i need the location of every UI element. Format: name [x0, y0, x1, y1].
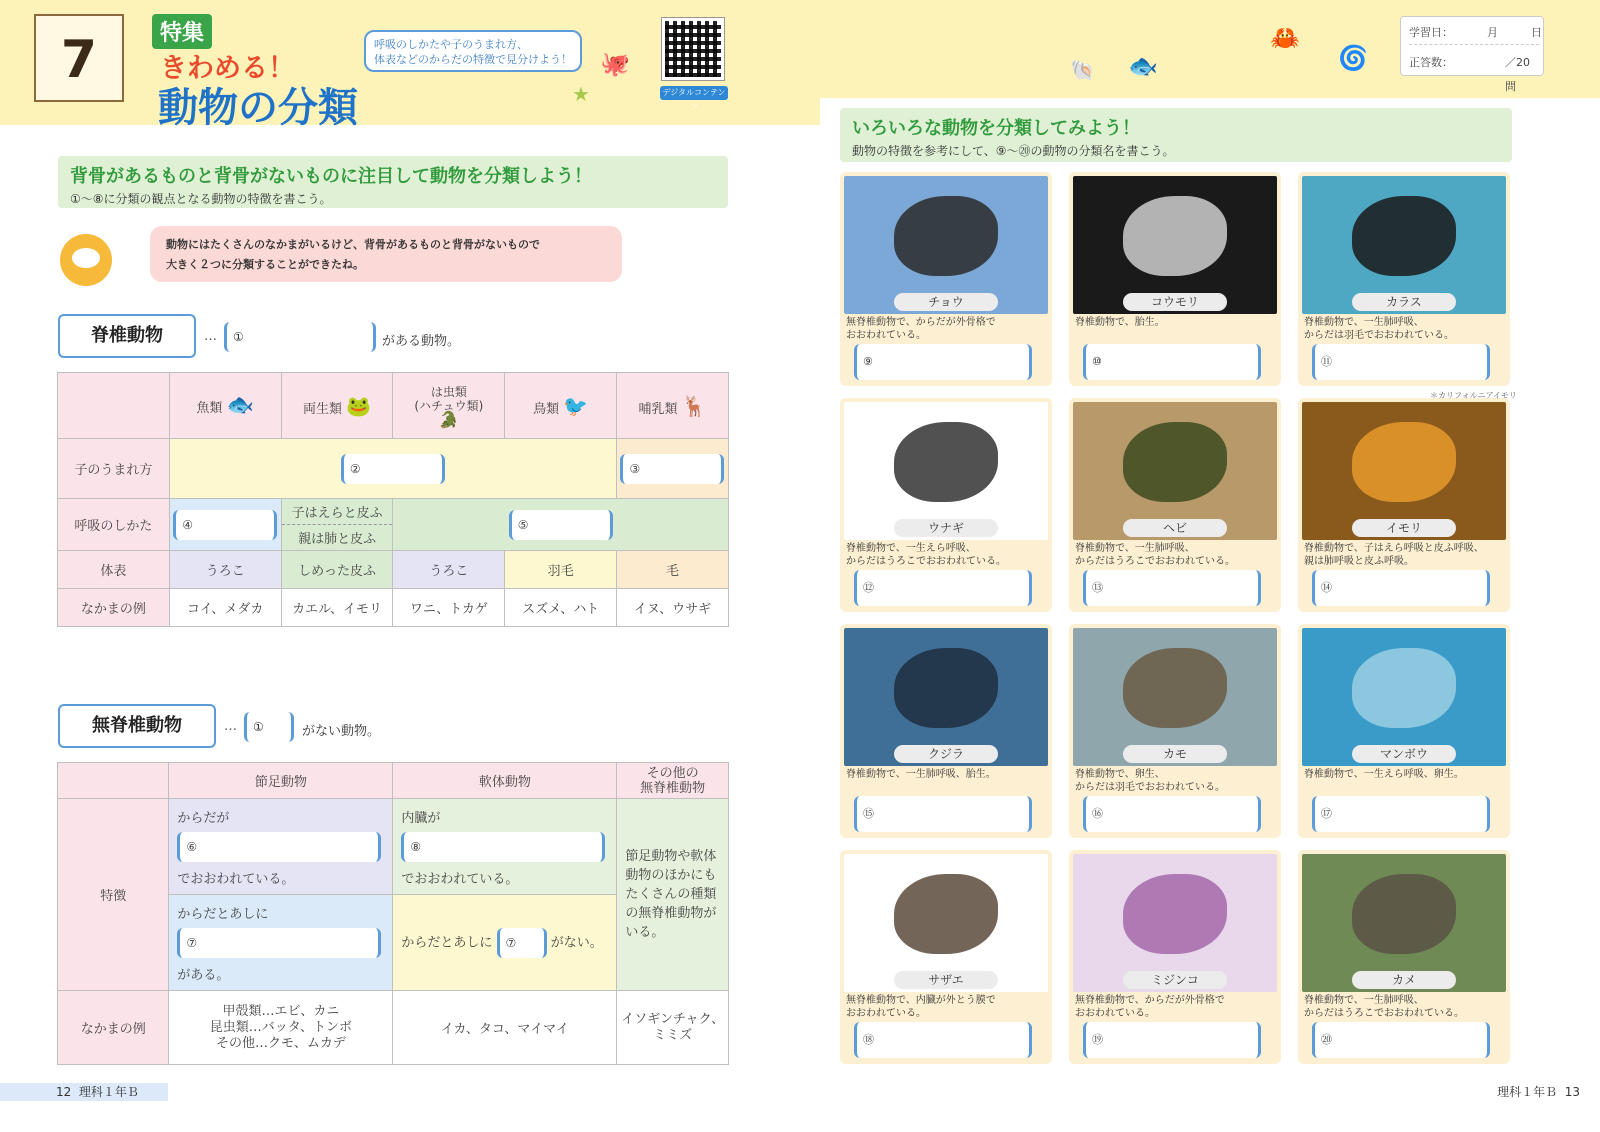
answer-blank-1[interactable]: ①	[224, 322, 376, 352]
row-label-surface: 体表	[58, 551, 170, 589]
seahorse-icon: 🌀	[1338, 44, 1368, 72]
animal-description: 脊椎動物で、一生肺呼吸、胎生。	[846, 769, 996, 780]
fish-icon: 🐟	[226, 393, 254, 418]
animal-description: 無脊椎動物で、からだが外骨格で おおわれている。	[1075, 995, 1225, 1019]
feature-badge: 特集	[152, 14, 212, 49]
animal-description: 無脊椎動物で、からだが外骨格で おおわれている。	[846, 317, 996, 341]
animal-name: ヘビ	[1123, 519, 1227, 537]
turban-shell-icon	[894, 874, 998, 954]
study-record-box	[1400, 16, 1544, 93]
answer-blank[interactable]: ⑮	[854, 796, 1032, 832]
row-label-features: 特徴	[58, 799, 169, 991]
study-date-row[interactable]: 学習日： 月 日	[1409, 21, 1539, 45]
animal-card	[1069, 172, 1281, 386]
frog-icon: 🐸	[346, 393, 372, 418]
eel-icon	[894, 422, 998, 502]
water-flea-icon	[1123, 874, 1227, 954]
animal-name: カモ	[1123, 745, 1227, 763]
answer-blank[interactable]: ⑭	[1312, 570, 1490, 606]
animal-card	[1298, 398, 1510, 612]
answer-blank[interactable]: ⑳	[1312, 1022, 1490, 1058]
answer-blank[interactable]: ⑬	[1083, 570, 1261, 606]
sunfish-icon	[1352, 648, 1456, 728]
animal-description: 無脊椎動物で、内臓が外とう膜で おおわれている。	[846, 995, 996, 1019]
animal-name: チョウ	[894, 293, 998, 311]
unit-number: 7	[60, 30, 98, 90]
snake-icon	[1123, 422, 1227, 502]
page-footer-right: 理科１年Ｂ 13	[1497, 1085, 1580, 1099]
shell-icon: 🐚	[1070, 58, 1095, 82]
animal-description: 脊椎動物で、一生肺呼吸、 からだはうろこでおおわれている。	[1304, 995, 1464, 1019]
animal-name: コウモリ	[1123, 293, 1227, 311]
answer-blank[interactable]: ⑫	[854, 570, 1032, 606]
answer-blank-6[interactable]: ⑥	[177, 832, 381, 862]
page-title: 動物の分類	[158, 85, 358, 131]
vertebrate-table: 魚類 🐟 両生類 🐸 は虫類 (ハチュウ類) 🐊 鳥類 🐦 哺乳類 🦌 子のうまれ方 ② ③ 呼吸のしかた ④ 子はえらと皮ふ ⑤ 親は肺と皮ふ 体表 うろこ しめった皮ふ うろこ 羽毛 毛 なかまの例 コイ、メダカ カエル、イモリ ワニ、トカゲ スズメ、ハト イヌ、ウサギ	[57, 372, 729, 627]
tortoise-icon	[1352, 874, 1456, 954]
animal-description: 脊椎動物で、卵生、 からだは羽毛でおおわれている。	[1075, 769, 1225, 793]
animal-name: マンボウ	[1352, 745, 1456, 763]
qr-code[interactable]	[662, 18, 724, 80]
mascot-icon	[60, 234, 112, 286]
animal-card	[840, 398, 1052, 612]
animal-name: サザエ	[894, 971, 998, 989]
animal-card	[1298, 850, 1510, 1064]
digital-content-label[interactable]: デジタルコンテンツ	[660, 86, 728, 100]
animal-card	[840, 624, 1052, 838]
row-label-birth: 子のうまれ方	[58, 439, 170, 499]
animal-name: ウナギ	[894, 519, 998, 537]
header-bird: 鳥類 🐦	[505, 373, 617, 439]
animal-description: 脊椎動物で、子はえら呼吸と皮ふ呼吸、 親は肺呼吸と皮ふ呼吸。	[1304, 543, 1484, 567]
animal-card	[1069, 850, 1281, 1064]
left-section-heading: 背骨があるものと背骨がないものに注目して動物を分類しよう！ ①〜⑧に分類の観点となる動物の特徴を書こう。	[58, 156, 728, 208]
header-reptile: は虫類 (ハチュウ類) 🐊	[393, 373, 505, 439]
unit-number-box	[34, 14, 124, 102]
crow-icon	[1352, 196, 1456, 276]
vertebrate-label: 脊椎動物	[58, 314, 196, 358]
hermit-crab-icon: 🦀	[1270, 24, 1300, 52]
intro-bubble: 呼吸のしかたや子のうまれ方、 体表などのからだの特徴で見分けよう！	[364, 30, 582, 72]
animal-card	[1298, 624, 1510, 838]
invertebrate-label: 無脊椎動物	[58, 704, 216, 748]
animal-description: 脊椎動物で、一生えら呼吸、 からだはうろこでおおわれている。	[846, 543, 1006, 567]
answer-blank-7b[interactable]: ⑦	[497, 928, 547, 958]
answer-blank[interactable]: ⑯	[1083, 796, 1261, 832]
right-section-heading: いろいろな動物を分類してみよう！ 動物の特徴を参考にして、⑨〜⑳の動物の分類名を書こう。	[840, 108, 1512, 162]
answer-blank-7[interactable]: ⑦	[177, 928, 381, 958]
deer-icon: 🦌	[681, 393, 707, 418]
animal-card	[1298, 172, 1510, 386]
whale-icon	[894, 648, 998, 728]
photo-credit: ＊カリフォルニアイモリ	[1430, 391, 1517, 400]
invertebrate-table: 節足動物 軟体動物 その他の 無脊椎動物 特徴 からだが ⑥ でおおわれている。 内臓が ⑧ でおおわれている。 節足動物や軟体動物のほかにもたくさんの種類の無脊椎動物がいる。 からだとあしに ⑦ がある。 からだとあしに ⑦ がない。 なかまの例 甲殻類…エビ、カニ 昆虫類…バッタ、トンボ その他…クモ、ムカデ イカ、タコ、マイマイ イソギンチャク、 ミミズ	[57, 762, 729, 1065]
animal-card	[1069, 398, 1281, 612]
answer-blank-8[interactable]: ⑧	[401, 832, 605, 862]
header-amphibian: 両生類 🐸	[281, 373, 393, 439]
answer-blank-1b[interactable]: ①	[244, 712, 294, 742]
animal-card	[1069, 624, 1281, 838]
answer-blank-3[interactable]: ③	[620, 454, 724, 484]
animal-description: 脊椎動物で、一生肺呼吸、 からだは羽毛でおおわれている。	[1304, 317, 1454, 341]
animal-description: 脊椎動物で、一生えら呼吸、卵生。	[1304, 769, 1464, 780]
duck-icon	[1123, 648, 1227, 728]
starfish-icon: ★	[572, 82, 590, 106]
kiwameru-heading: きわめる！	[160, 53, 295, 84]
row-label-breath: 呼吸のしかた	[58, 499, 170, 551]
answer-blank[interactable]: ⑨	[854, 344, 1032, 380]
row-label-examples: なかまの例	[58, 589, 170, 627]
crocodile-icon: 🐊	[438, 409, 459, 429]
animal-name: カメ	[1352, 971, 1456, 989]
animal-name: イモリ	[1352, 519, 1456, 537]
mascot-speech-bubble: 動物にはたくさんのなかまがいるけど、背骨があるものと背骨がないもので 大きく２つに分類することができたね。	[150, 226, 622, 282]
animal-name: ミジンコ	[1123, 971, 1227, 989]
fish-icon: 🐟	[1128, 52, 1158, 80]
bird-icon: 🐦	[563, 393, 589, 418]
animal-description: 脊椎動物で、一生肺呼吸、 からだはうろこでおおわれている。	[1075, 543, 1235, 567]
newt-icon	[1352, 422, 1456, 502]
animal-name: クジラ	[894, 745, 998, 763]
answer-blank[interactable]: ⑰	[1312, 796, 1490, 832]
butterfly-icon	[894, 196, 998, 276]
bat-icon	[1123, 196, 1227, 276]
animal-description: 脊椎動物で、胎生。	[1075, 317, 1165, 328]
page-footer-left: 12 理科１年Ｂ	[0, 1083, 168, 1101]
octopus-icon: 🐙	[600, 50, 630, 78]
answer-blank-5[interactable]: ⑤	[509, 510, 613, 540]
answer-blank[interactable]: ⑱	[854, 1022, 1032, 1058]
animal-name: カラス	[1352, 293, 1456, 311]
answer-blank-4[interactable]: ④	[173, 510, 277, 540]
animal-card	[840, 850, 1052, 1064]
header-mammal: 哺乳類 🦌	[616, 373, 728, 439]
answer-blank[interactable]: ⑩	[1083, 344, 1261, 380]
header-fish: 魚類 🐟	[169, 373, 281, 439]
answer-blank-2[interactable]: ②	[341, 454, 445, 484]
answer-blank[interactable]: ⑲	[1083, 1022, 1261, 1058]
score-row[interactable]: 正答数： ／20問	[1409, 56, 1530, 93]
answer-blank[interactable]: ⑪	[1312, 344, 1490, 380]
animal-card	[840, 172, 1052, 386]
